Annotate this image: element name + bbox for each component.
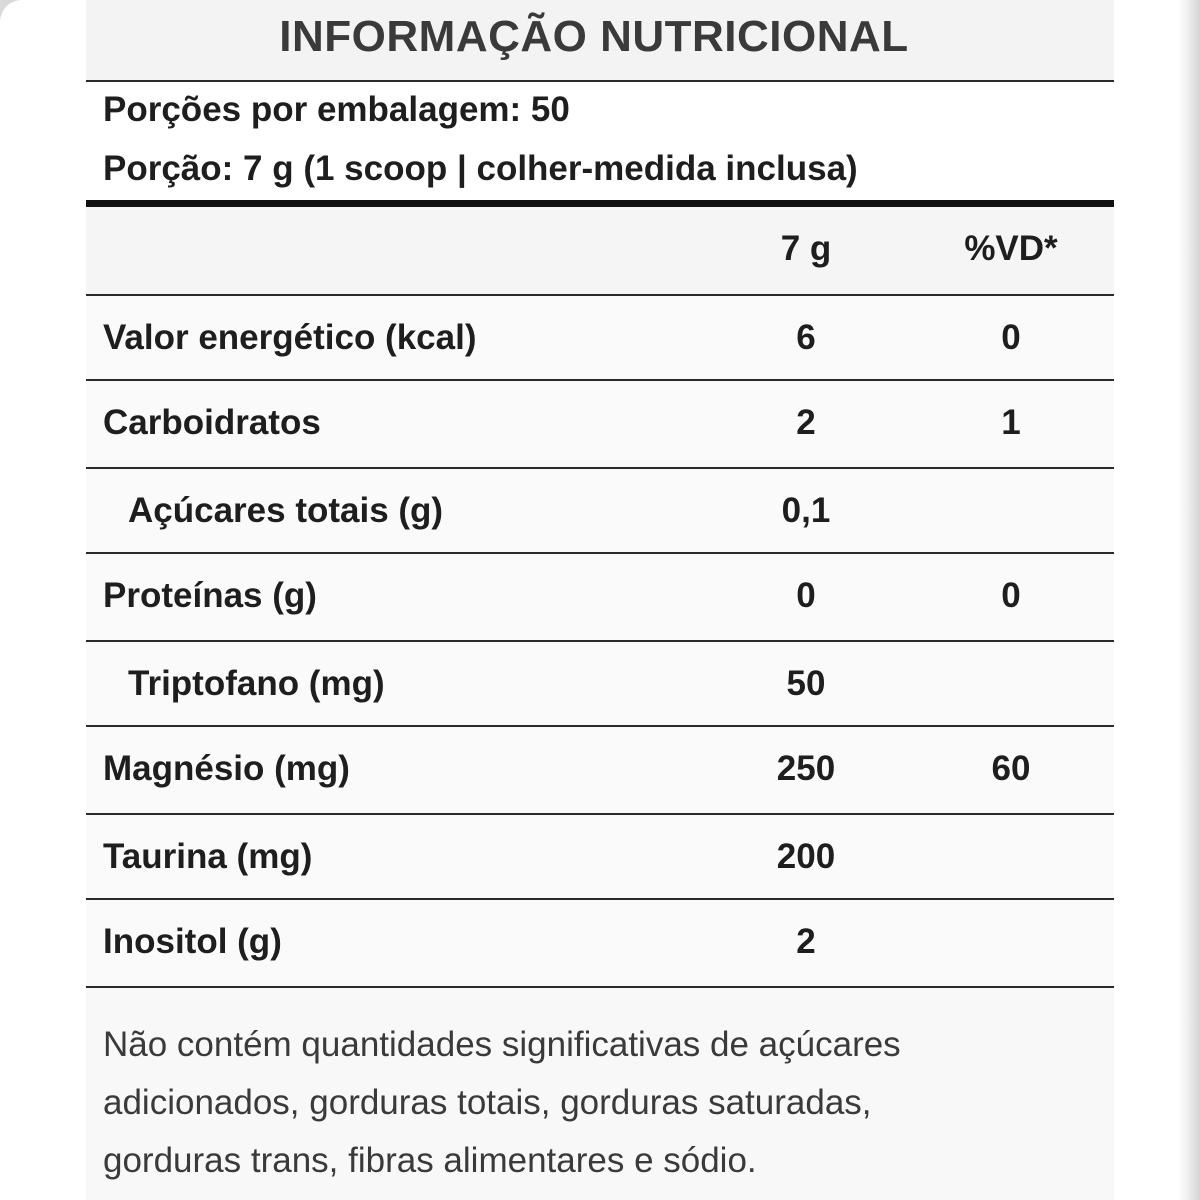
nutrient-label: Taurina (mg) bbox=[103, 837, 313, 876]
table-row bbox=[86, 642, 1114, 727]
nutrient-dv: 0 bbox=[1001, 318, 1021, 357]
nutrient-amount: 6 bbox=[796, 318, 816, 357]
table-row bbox=[86, 815, 1114, 900]
amount-column-header: 7 g bbox=[780, 229, 832, 268]
nutrient-label: Triptofano (mg) bbox=[128, 664, 385, 703]
nutrient-label: Açúcares totais (g) bbox=[128, 491, 444, 530]
footnote-line: gorduras trans, fibras alimentares e sódio. bbox=[103, 1141, 757, 1180]
nutrient-amount: 2 bbox=[796, 922, 816, 961]
right-edge-shadow bbox=[1178, 0, 1200, 1200]
nutrient-amount: 0 bbox=[796, 576, 816, 615]
nutrient-dv: 60 bbox=[991, 749, 1031, 788]
nutrient-label: Valor energético (kcal) bbox=[103, 318, 477, 357]
dv-column-header: %VD* bbox=[964, 229, 1058, 268]
nutrition-facts-panel bbox=[86, 0, 1114, 1200]
nutrient-dv: 1 bbox=[1001, 403, 1021, 442]
footnote-line: Não contém quantidades significativas de açúcares bbox=[103, 1025, 901, 1064]
serving-size: Porção: 7 g (1 scoop | colher-medida inclusa) bbox=[103, 149, 858, 188]
footnote-line: adicionados, gorduras totais, gorduras saturadas, bbox=[103, 1083, 872, 1122]
table-row bbox=[86, 727, 1114, 815]
label-title: INFORMAÇÃO NUTRICIONAL bbox=[279, 12, 909, 61]
table-header-row bbox=[86, 207, 1114, 296]
nutrient-amount: 50 bbox=[786, 664, 826, 703]
table-row bbox=[86, 554, 1114, 642]
table-row bbox=[86, 469, 1114, 554]
table-row bbox=[86, 381, 1114, 469]
nutrient-label: Proteínas (g) bbox=[103, 576, 317, 615]
nutrient-amount: 2 bbox=[796, 403, 816, 442]
corner-shadow bbox=[0, 0, 22, 22]
thick-divider bbox=[86, 200, 1114, 207]
nutrient-amount: 0,1 bbox=[781, 491, 831, 530]
nutrient-dv: 0 bbox=[1001, 576, 1021, 615]
footnote bbox=[103, 1016, 1103, 1190]
serving-info bbox=[86, 82, 1114, 200]
nutrient-amount: 250 bbox=[776, 749, 836, 788]
nutrient-amount: 200 bbox=[776, 837, 836, 876]
title-bar bbox=[86, 0, 1114, 82]
nutrient-label: Magnésio (mg) bbox=[103, 749, 350, 788]
nutrient-label: Carboidratos bbox=[103, 403, 321, 442]
nutrient-label: Inositol (g) bbox=[103, 922, 282, 961]
servings-per-package: Porções por embalagem: 50 bbox=[103, 90, 570, 129]
table-row bbox=[86, 900, 1114, 988]
table-row bbox=[86, 296, 1114, 381]
